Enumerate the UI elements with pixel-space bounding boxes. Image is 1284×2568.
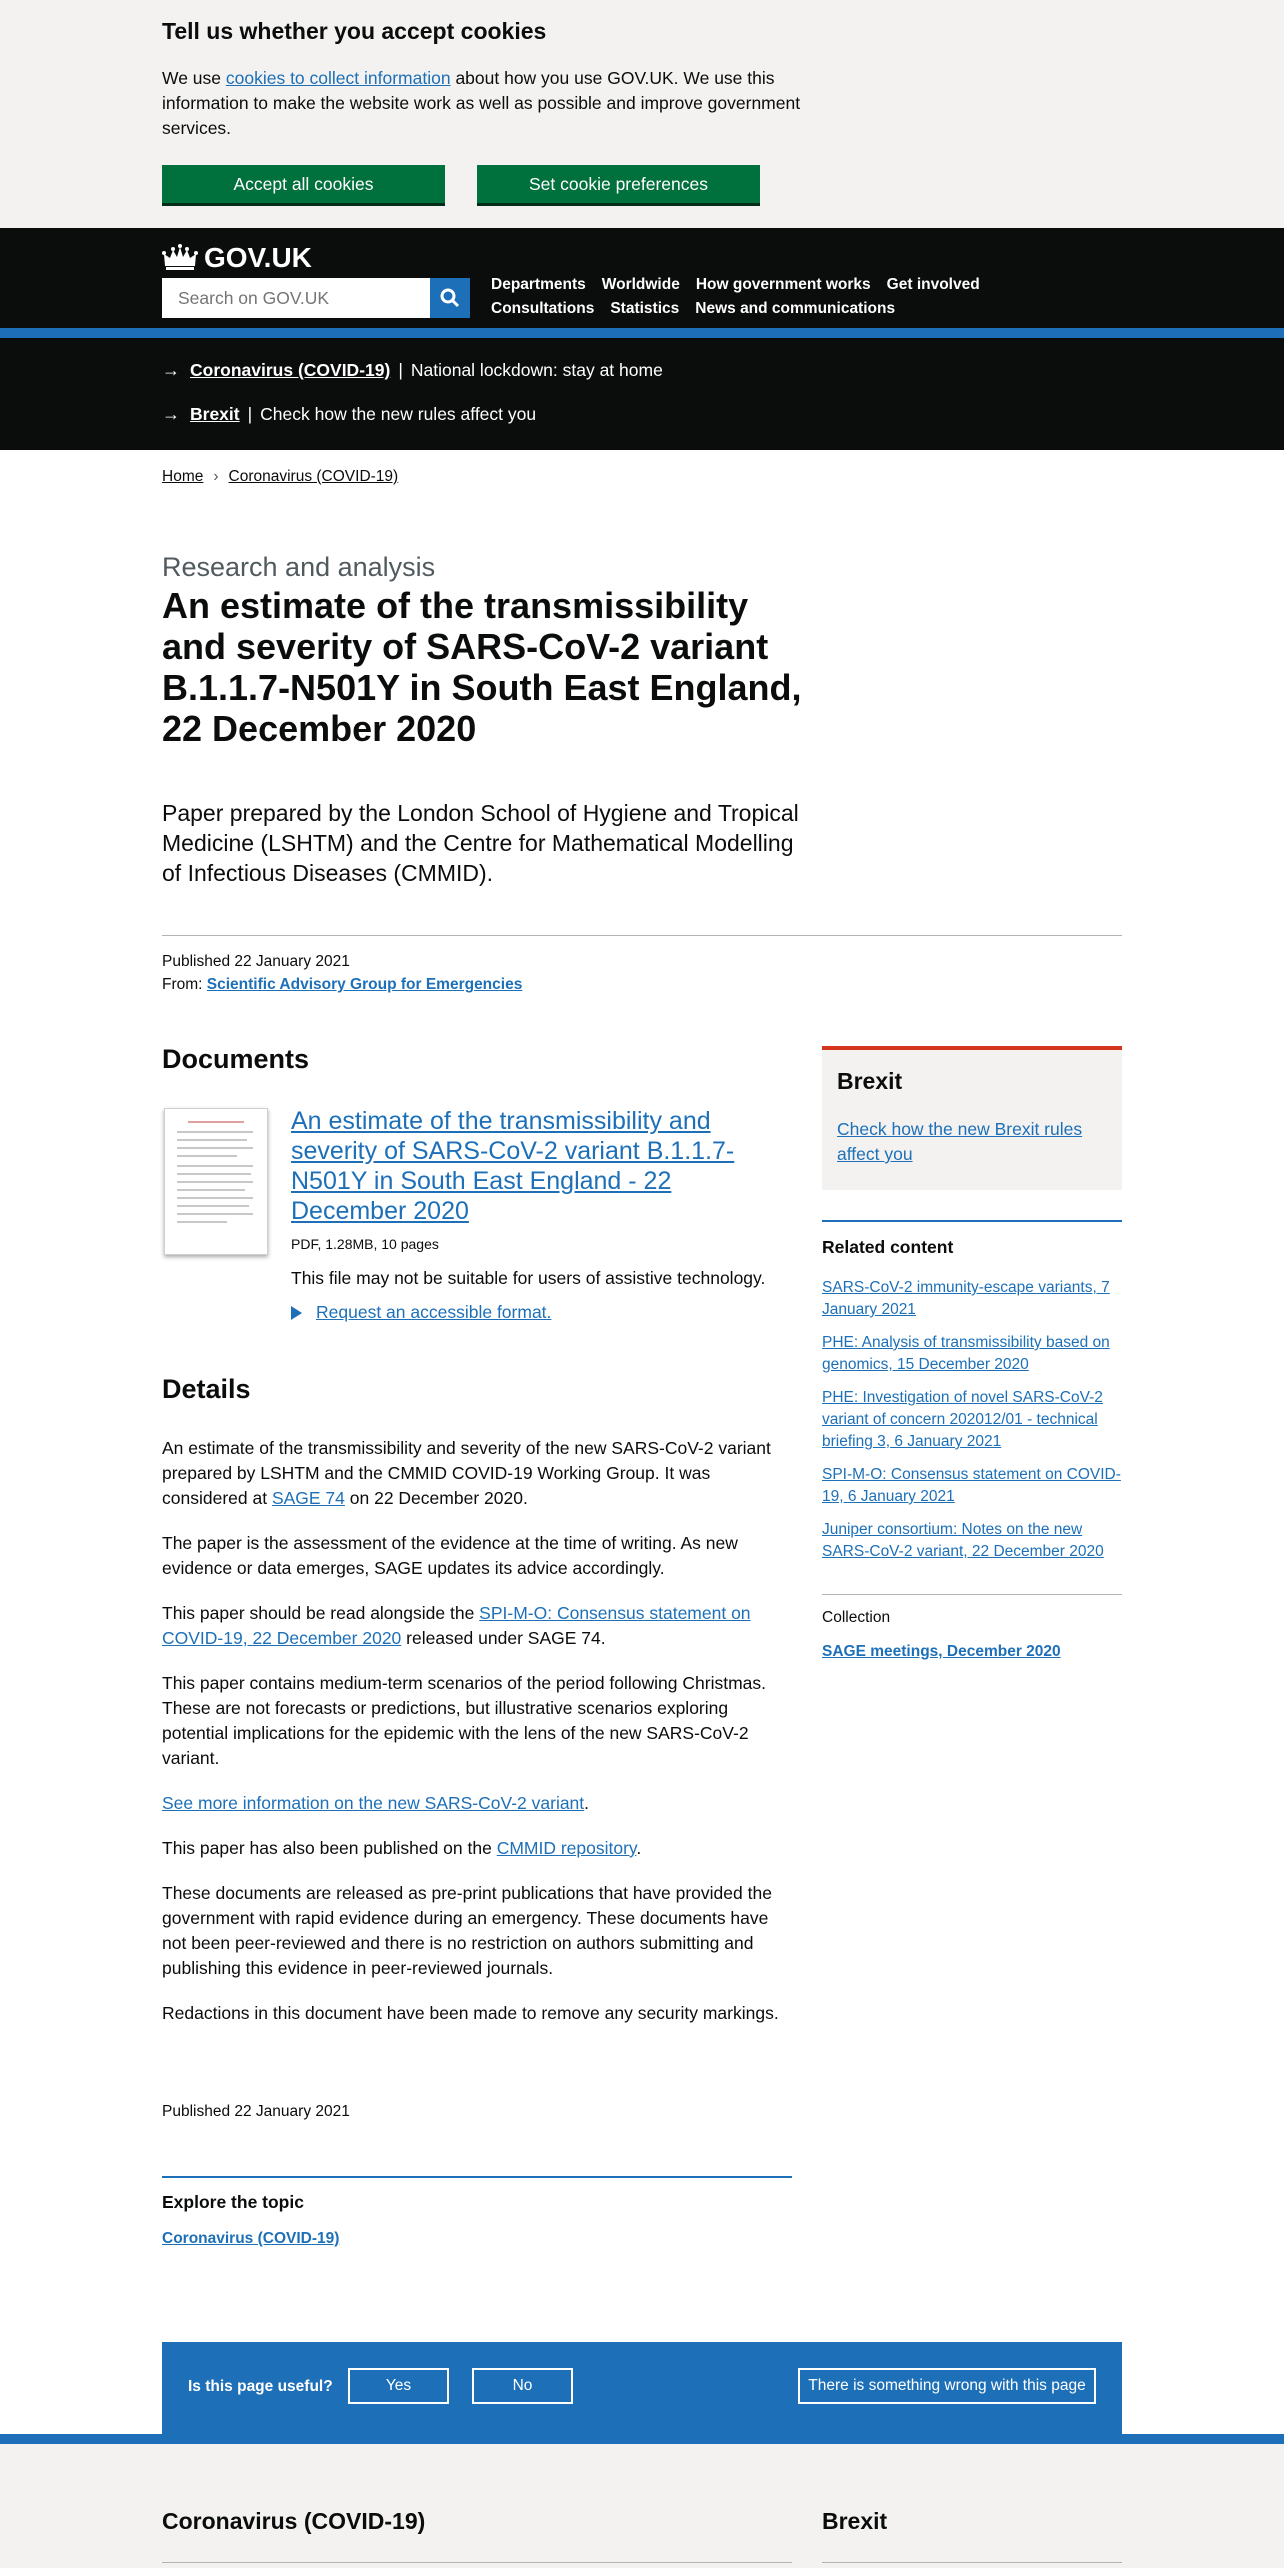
accept-cookies-button[interactable]: Accept all cookies bbox=[162, 165, 445, 203]
brexit-callout bbox=[822, 1046, 1122, 1190]
related-link[interactable]: PHE: Analysis of transmissibility based on genomics, 15 December 2020 bbox=[822, 1334, 1110, 1373]
details-paragraph: Redactions in this document have been made to remove any security markings. bbox=[162, 2003, 779, 2023]
nav-statistics[interactable]: Statistics bbox=[610, 300, 680, 317]
nav-departments[interactable]: Departments bbox=[491, 276, 586, 293]
emergency-text: National lockdown: stay at home bbox=[410, 360, 663, 380]
emergency-row-coronavirus bbox=[162, 360, 663, 381]
coronavirus-link[interactable]: Coronavirus (COVID-19) bbox=[190, 360, 391, 380]
page-title: An estimate of the transmissibility and severity of SARS-CoV-2 variant B.1.1.7-N501Y in South East England, 22 December 2020 bbox=[162, 585, 802, 749]
details-paragraph: See more information on the new SARS-CoV-2 variant. bbox=[162, 1793, 590, 1813]
document-metadata: PDF, 1.28MB, 10 pages bbox=[291, 1236, 439, 1252]
sidebar-divider bbox=[822, 1594, 1122, 1595]
published-date: Published 22 January 2021 bbox=[162, 953, 350, 970]
chevron-right-icon: › bbox=[213, 468, 219, 485]
related-link[interactable]: SARS-CoV-2 immunity-escape variants, 7 January 2021 bbox=[822, 1279, 1110, 1318]
accessibility-warning: This file may not be suitable for users of assistive technology. bbox=[291, 1268, 766, 1288]
related-link[interactable]: Juniper consortium: Notes on the new SARS-CoV-2 variant, 22 December 2020 bbox=[822, 1521, 1104, 1560]
nav-get-involved[interactable]: Get involved bbox=[886, 276, 980, 293]
related-content-heading: Related content bbox=[822, 1237, 954, 1257]
separator: | bbox=[247, 404, 253, 424]
details-paragraph: This paper should be read alongside the SPI-M-O: Consensus statement on COVID-19, 22 December 2020 released under SAGE 74. bbox=[162, 1603, 751, 1648]
details-paragraph: This paper has also been published on the CMMID repository. bbox=[162, 1838, 642, 1858]
request-accessible-format-link[interactable]: Request an accessible format. bbox=[316, 1302, 552, 1322]
organisation-link[interactable]: Scientific Advisory Group for Emergencies bbox=[206, 976, 523, 993]
feedback-no-button[interactable]: No bbox=[472, 2368, 573, 2404]
report-problem-button[interactable]: There is something wrong with this page bbox=[798, 2368, 1096, 2404]
breadcrumb bbox=[162, 468, 398, 486]
footer-divider bbox=[162, 2562, 792, 2563]
cookie-preferences-button[interactable]: Set cookie preferences bbox=[477, 165, 760, 203]
page-lede: Paper prepared by the London School of Hygiene and Tropical Medicine (LSHTM) and the Centre for Mathematical Modelling of Infectious Diseases (CMMID). bbox=[162, 800, 799, 886]
emergency-banner bbox=[0, 338, 1284, 450]
details-paragraph: An estimate of the transmissibility and severity of the new SARS-CoV-2 variant prepared by LSHTM and the CMMID COVID-19 Working Group. It was considered at SAGE 74 on 22 December 2020. bbox=[162, 1438, 771, 1508]
brexit-callout-title: Brexit bbox=[837, 1068, 903, 1094]
footer-divider bbox=[822, 2562, 1122, 2563]
documents-heading: Documents bbox=[162, 1044, 310, 1074]
collection-link[interactable]: SAGE meetings, December 2020 bbox=[822, 1643, 1061, 1660]
nav-news-and-communications[interactable]: News and communications bbox=[695, 300, 896, 317]
sage-74-link[interactable]: SAGE 74 bbox=[271, 1488, 345, 1508]
details-paragraph: The paper is the assessment of the evidence at the time of writing. As new evidence or data emerges, SAGE updates its advice accordingly. bbox=[162, 1533, 738, 1578]
emergency-text: Check how the new rules affect you bbox=[260, 404, 537, 424]
arrow-right-icon: → bbox=[162, 404, 180, 424]
from-label: From: bbox=[162, 976, 203, 993]
request-accessible-format[interactable] bbox=[291, 1302, 551, 1323]
arrow-right-icon: → bbox=[162, 360, 180, 380]
page-caption: Research and analysis bbox=[162, 552, 436, 582]
site-footer bbox=[0, 2434, 1284, 2568]
site-header bbox=[0, 228, 1284, 338]
feedback-bar bbox=[162, 2342, 1122, 2434]
footer-heading-brexit: Brexit bbox=[822, 2508, 888, 2534]
details-paragraph: This paper contains medium-term scenarios of the period following Christmas. These are not forecasts or predictions, but illustrative scenarios exploring potential implications for the epidemic with the lens of the new SARS-CoV-2 variant. bbox=[162, 1673, 767, 1768]
search-button[interactable] bbox=[430, 278, 470, 318]
document-thumbnail[interactable] bbox=[164, 1108, 268, 1255]
related-link[interactable]: PHE: Investigation of novel SARS-CoV-2 variant of concern 202012/01 - technical briefing 3, 6 January 2021 bbox=[822, 1389, 1103, 1450]
spi-m-o-consensus-link[interactable]: SPI-M-O: Consensus statement on COVID-19, 22 December 2020 bbox=[162, 1603, 751, 1648]
details-heading: Details bbox=[162, 1374, 251, 1404]
brexit-link[interactable]: Brexit bbox=[190, 404, 240, 424]
logo-text: GOV.UK bbox=[204, 242, 312, 273]
divider bbox=[162, 935, 1122, 936]
cookie-banner bbox=[0, 0, 1284, 228]
breadcrumb-home[interactable]: Home bbox=[162, 468, 204, 485]
feedback-yes-button[interactable]: Yes bbox=[348, 2368, 449, 2404]
emergency-row-brexit bbox=[162, 404, 536, 425]
cookie-banner-text: We use cookies to collect information about how you use GOV.UK. We use this information to make the website work as well as possible and improve government services. bbox=[162, 68, 801, 138]
related-divider bbox=[822, 1220, 1122, 1222]
related-link[interactable]: SPI-M-O: Consensus statement on COVID-19, 6 January 2021 bbox=[822, 1466, 1121, 1505]
separator: | bbox=[398, 360, 403, 380]
header-nav bbox=[491, 274, 1011, 320]
search-form bbox=[162, 278, 470, 318]
explore-heading: Explore the topic bbox=[162, 2192, 304, 2212]
search-input[interactable] bbox=[162, 278, 430, 318]
nav-how-government-works[interactable]: How government works bbox=[695, 276, 871, 293]
nav-consultations[interactable]: Consultations bbox=[491, 300, 595, 317]
published-date-bottom: Published 22 January 2021 bbox=[162, 2103, 350, 2120]
cmmid-repository-link[interactable]: CMMID repository bbox=[496, 1838, 637, 1858]
document-title-link[interactable]: An estimate of the transmissibility and severity of SARS-CoV-2 variant B.1.1.7-N501Y in South East England - 22 December 2020 bbox=[291, 1107, 735, 1225]
search-icon bbox=[440, 288, 460, 308]
crown-icon bbox=[162, 244, 198, 272]
collection-heading: Collection bbox=[822, 1609, 891, 1626]
new-variant-info-link[interactable]: See more information on the new SARS-CoV-2 variant bbox=[162, 1793, 585, 1813]
cookie-banner-title: Tell us whether you accept cookies bbox=[162, 18, 547, 44]
feedback-question: Is this page useful? bbox=[188, 2378, 333, 2395]
breadcrumb-coronavirus[interactable]: Coronavirus (COVID-19) bbox=[228, 468, 399, 485]
explore-divider bbox=[162, 2176, 792, 2178]
footer-heading-coronavirus: Coronavirus (COVID-19) bbox=[162, 2508, 426, 2534]
publication-meta bbox=[162, 950, 522, 996]
triangle-right-icon bbox=[291, 1306, 302, 1320]
govuk-logo[interactable] bbox=[162, 242, 312, 274]
brexit-callout-link[interactable]: Check how the new Brexit rules affect you bbox=[837, 1119, 1083, 1164]
cookies-link[interactable]: cookies to collect information bbox=[225, 68, 451, 88]
explore-coronavirus-link[interactable]: Coronavirus (COVID-19) bbox=[162, 2230, 340, 2247]
details-paragraph: These documents are released as pre-print publications that have provided the government with rapid evidence during an emergency. These documents have not been peer-reviewed and there is no restriction on authors submitting and publishing this evidence in peer-reviewed journals. bbox=[162, 1883, 772, 1978]
nav-worldwide[interactable]: Worldwide bbox=[601, 276, 680, 293]
